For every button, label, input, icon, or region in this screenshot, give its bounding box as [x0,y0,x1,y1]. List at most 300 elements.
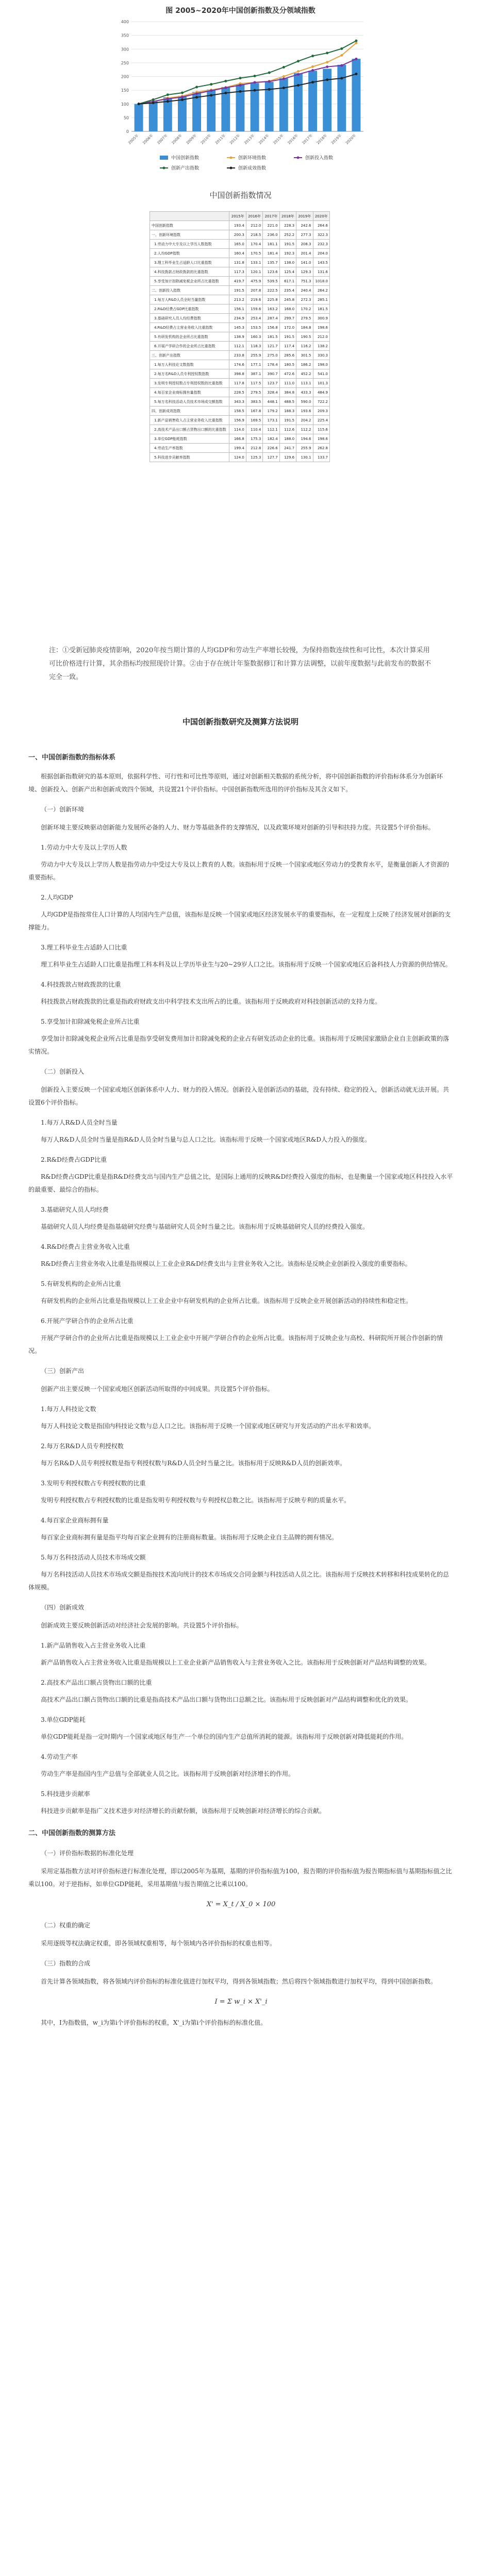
bar [352,59,361,131]
table-cell: 127.7 [263,453,279,462]
table-cell: 124.0 [229,453,246,462]
table-cell: 228.3 [279,221,296,230]
table-cell: 722.2 [313,397,329,406]
table-cell: 117.8 [229,379,246,388]
series-point [138,103,140,105]
table-cell: 188.3 [279,406,296,416]
legend-label: 创新产出指数 [171,166,200,171]
table-row [150,342,330,351]
y-tick-label: 250 [121,60,129,65]
paragraph: 采用定基指数方法对评价指标进行标准化处理，即以2005年为基期，基期的评价指标值为100，报告期的评价指标值为报告期指标值与基期指标值之比乘以100。对于逆指标，如单位GDP能耗，采用基期值与报告期值之比乘以100。 [28,1868,452,1888]
paragraph: 每万名R&D人员专利授权数是指专利授权数与R&D人员全时当量之比。该指标用于反映R&D人员的创新效率。 [41,1460,346,1467]
x-tick-label: 2018年 [316,133,328,145]
table-cell: 120.1 [246,267,262,277]
bar [149,101,158,131]
bar [294,73,303,131]
series-point [283,66,285,69]
table-cell: 617.1 [279,277,296,286]
table-cell: 255.9 [246,351,262,360]
series-point [181,92,184,94]
table-row [150,388,330,397]
table-row [150,369,330,379]
series-point [340,54,343,57]
table-cell: 173.1 [263,416,279,425]
column-header: 2016年 [246,212,262,221]
indicator-heading: 2.R&D经费占GDP比重 [41,1156,107,1163]
table-cell: 287.4 [263,314,279,323]
table-cell: 135.7 [263,258,279,267]
table-cell: 138.9 [229,332,246,342]
index-table-header-row [150,212,330,221]
x-tick-label: 2014年 [258,133,270,145]
table-cell: 232.3 [313,240,329,249]
table-row [150,323,330,332]
table-cell: 330.3 [313,351,329,360]
series-point [224,87,227,89]
table-cell: 123.6 [263,267,279,277]
index-table [150,211,330,462]
series-point [239,84,241,87]
series-point [326,65,328,68]
table-cell: 198.6 [313,434,329,444]
table-cell: 170.2 [296,304,313,314]
table-cell: 225.8 [263,295,279,304]
table-cell: 174.6 [229,360,246,369]
subsection-heading: （二）权重的确定 [41,1922,91,1929]
x-tick-label: 2011年 [214,133,227,145]
table-cell: 198.6 [313,323,329,332]
table-cell: 222.5 [263,286,279,295]
table-cell: 111.0 [279,379,296,388]
x-tick-label: 2020年 [345,133,357,145]
bar [135,104,143,131]
row-label: 6.开展产学研合作的企业所占比重指数 [150,342,229,351]
indicator-heading: 3.基础研究人员人均经费 [41,1206,109,1213]
indicator-heading: 5.每万名科技活动人员技术市场成交额 [41,1554,146,1561]
series-point [297,84,300,87]
table-cell: 156.1 [229,304,246,314]
paragraph: 创新环境主要反映驱动创新能力发展所必备的人力、财力等基础条件的支撑情况，以及政策环境对创新的引导和扶持力度。共设置5个评价指标。 [41,824,435,831]
legend-marker [297,157,300,159]
table-cell: 181.4 [263,249,279,258]
table-cell: 475.9 [246,277,262,286]
table-cell: 277.3 [296,230,313,240]
paragraph: 科技拨款占财政拨款的比重是指政府财政支出中科学技术支出所占的比重。该指标用于反映政府对科技创新活动的支持力度。 [41,998,382,1005]
table-cell: 131.8 [229,258,246,267]
table-cell: 252.2 [279,230,296,240]
indicator-heading: 2.人均GDP [41,894,73,901]
row-label: 4.科技拨款占财政拨款的比重指数 [150,267,229,277]
indicator-heading: 5.有研发机构的企业所占比重 [41,1280,121,1287]
indicator-heading: 1.每万人科技论文数 [41,1405,96,1413]
table-cell: 133.1 [246,258,262,267]
doc-title: 中国创新指数研究及测算方法说明 [182,717,298,726]
table-cell: 218.5 [246,230,262,240]
table-cell: 199.4 [229,444,246,453]
table-cell: 285.1 [313,295,329,304]
table-cell: 160.3 [246,332,262,342]
table-cell: 590.0 [296,397,313,406]
series-point [195,92,198,95]
table-cell: 272.3 [296,295,313,304]
series-point [311,55,314,57]
series-point [167,100,169,103]
table-row [150,379,330,388]
row-label: 4.R&D经费占主营业务收入比重指数 [150,323,229,332]
table-cell: 130.1 [296,453,313,462]
paragraph: 每万人R&D人员全时当量是指R&D人员全时当量与总人口之比。该指标用于反映一个国家或地区R&D人力投入的强度。 [41,1136,371,1143]
paragraph: 创新投入主要反映一个国家或地区创新体系中人力、财力的投入情况。创新投入是创新活动的基础，没有持续、稳定的投入，创新活动就无法开展。共设置6个评价指标。 [28,1086,450,1106]
table-cell: 181.1 [263,240,279,249]
formula: X' = X_t / X_0 × 100 [206,1901,276,1908]
table-cell: 194.6 [296,434,313,444]
legend-label: 创新成效指数 [238,166,267,171]
y-tick-label: 350 [121,33,129,38]
table-cell: 219.6 [246,295,262,304]
table-row [150,258,330,267]
row-label: 2.每万名R&D人员专利授权数指数 [150,369,229,379]
series-point [268,88,271,91]
table-cell: 129.3 [296,267,313,277]
x-tick-label: 2019年 [330,133,343,145]
table-cell: 343.3 [229,397,246,406]
figure-title: 图 2005~2020年中国创新指数及分领域指数 [165,7,316,15]
table-cell: 117.5 [246,379,262,388]
table-cell: 158.5 [229,406,246,416]
table-cell: 208.3 [296,240,313,249]
table-cell: 186.2 [296,360,313,369]
series-point [210,89,212,92]
x-tick-label: 2009年 [185,133,197,145]
table-cell: 116.2 [296,342,313,351]
table-cell: 264.2 [313,286,329,295]
table-cell: 178.4 [263,360,279,369]
x-tick-label: 2013年 [243,133,256,145]
table-row [150,416,330,425]
series-point [297,60,300,62]
subsection-heading: （一）评价指标数据的标准化处理 [41,1850,134,1857]
table-row [150,249,330,258]
indicator-heading: 3.单位GDP能耗 [41,1716,86,1723]
series-point [297,73,300,76]
row-label: 1.每万人科技论文数指数 [150,360,229,369]
bar [323,69,331,131]
paragraph: 新产品销售收入占主营业务收入比重是指规模以上工业企业新产品销售收入与主营业务收入之比。该指标用于反映创新对产品结构调整的效果。 [41,1659,431,1666]
table-cell: 209.3 [313,406,329,416]
indicator-heading: 1.劳动力中大专及以上学历人数 [41,844,127,851]
series-point [254,89,256,92]
table-cell: 299.7 [279,314,296,323]
table-cell: 279.5 [246,388,262,397]
table-cell: 169.5 [246,416,262,425]
indicator-heading: 3.理工科毕业生占适龄人口比重 [41,944,127,951]
paragraph: 每百家企业商标拥有量是指平均每百家企业拥有的注册商标数量。该指标用于反映企业自主品牌的拥有情况。 [41,1534,338,1541]
series-point [283,78,285,80]
paragraph: 高技术产品出口额占货物出口额的比重是指高技术产品出口额与货物出口总额之比。该指标用于反映创新对产品结构调整和优化的效果。 [41,1696,412,1703]
table-cell: 180.5 [279,360,296,369]
table-cell: 226.6 [263,444,279,453]
series-point [254,75,256,77]
table-cell: 175.3 [246,434,262,444]
paragraph: 首先计算各领域指数，将各领域内评价指标的标准化值进行加权平均，得到各领域指数；然后将四个领域指数进行加权平均，得到中国创新指数。 [41,1978,437,1985]
series-point [283,75,285,78]
series-point [210,94,212,97]
table-cell: 472.6 [279,369,296,379]
row-label: 5.科技进步贡献率指数 [150,453,229,462]
series-point [254,81,256,83]
indicator-heading: 2.高技术产品出口额占货物出口额的比重 [41,1679,152,1686]
table-cell: 123.7 [263,379,279,388]
indicator-heading: 5.享受加计扣除减免税企业所占比重 [41,1018,140,1025]
legend-marker [163,167,165,170]
table-row [150,314,330,323]
table-cell: 156.8 [263,323,279,332]
row-label: 5.有研发机构的企业所占比重指数 [150,332,229,342]
table-cell: 112.1 [229,342,246,351]
table-cell: 145.3 [229,323,246,332]
series-point [355,58,357,60]
series-point [355,42,357,44]
table-cell: 170.4 [246,240,262,249]
row-label: 5.每万名科技活动人员技术市场成交额指数 [150,397,229,406]
table-cell: 452.2 [296,369,313,379]
indicator-heading: 2.每万名R&D人员专利授权数 [41,1443,124,1450]
series-point [224,80,227,82]
series-point [239,90,241,93]
table-row [150,434,330,444]
table-cell: 387.1 [246,369,262,379]
table-cell: 156.9 [229,416,246,425]
table-cell: 168.0 [279,304,296,314]
y-tick-label: 0 [126,129,129,134]
paragraph: 科技进步贡献率是指广义技术进步对经济增长的贡献份额，该指标用于反映创新对经济增长的综合贡献。 [41,1807,326,1815]
table-cell: 255.9 [296,444,313,453]
paragraph: 发明专利授权数占专利授权数的比重是指发明专利授权数与专利授权总数之比。该指标用于反映专利的质量水平。 [41,1497,351,1504]
table-cell: 751.3 [296,277,313,286]
table-cell: 200.3 [229,230,246,240]
indicator-heading: 4.每百家企业商标拥有量 [41,1517,109,1524]
table-cell: 419.7 [229,277,246,286]
y-tick-label: 50 [123,115,129,121]
column-header: 2020年 [313,212,329,221]
series-point [311,65,314,68]
table-cell: 191.5 [279,332,296,342]
table-cell: 160.4 [229,249,246,258]
series-point [326,61,328,63]
table-row [150,406,330,416]
table-row [150,444,330,453]
legend-label: 中国创新指数 [171,156,200,161]
row-label: 3.理工科毕业生占适龄人口比重指数 [150,258,229,267]
series-point [340,64,343,66]
table-cell: 328.4 [263,388,279,397]
table-cell: 390.7 [263,369,279,379]
bar [308,71,317,131]
series-point [181,98,184,101]
paragraph: 劳动生产率是指国内生产总值与全部就业人员之比。该指标用于反映创新对经济增长的作用。 [41,1770,295,1777]
table-cell: 179.2 [263,406,279,416]
section-heading: 一、中国创新指数的指标体系 [28,754,116,761]
legend-label: 创新环境指数 [238,156,267,161]
table-cell: 153.5 [246,323,262,332]
x-tick-label: 2017年 [301,133,313,145]
x-tick-label: 2010年 [200,133,212,145]
legend-swatch [160,156,168,160]
table-cell: 221.0 [263,221,279,230]
table-cell: 191.5 [279,240,296,249]
table-cell: 184.8 [296,323,313,332]
legend-marker [230,167,233,170]
column-header: 2018年 [279,212,296,221]
x-tick-label: 2006年 [142,133,154,145]
row-label: 四、创新成效指数 [150,406,229,416]
paragraph: 每万人科技论文数是指国内科技论文数与总人口之比。该指标用于反映一个国家或地区研究与开发活动的产出水平和效率。 [41,1422,375,1430]
paragraph: 单位GDP能耗是指一定时期内一个国家或地区每生产一个单位的国内生产总值所消耗的能源。该指标用于反映创新对降低能耗的作用。 [41,1733,408,1740]
table-cell: 279.5 [296,314,313,323]
table-cell: 118.3 [246,342,262,351]
table-cell: 166.8 [229,434,246,444]
table-row [150,221,330,230]
table-cell: 225.4 [313,416,329,425]
indicator-heading: 4.劳动生产率 [41,1753,78,1760]
table-row [150,425,330,434]
subsection-heading: （四）创新成效 [41,1604,85,1611]
table-cell: 484.9 [313,388,329,397]
table-row [150,240,330,249]
table-cell: 212.0 [246,221,262,230]
method-document [28,742,454,2037]
table-cell: 133.7 [313,453,329,462]
table-cell: 125.4 [279,267,296,277]
table-cell: 177.1 [246,360,262,369]
table-cell: 488.5 [279,397,296,406]
table-row [150,295,330,304]
table-cell: 192.3 [279,249,296,258]
series-point [167,93,169,96]
paragraph: 创新成效主要反映创新活动对经济社会发展的影响。共设置5个评价指标。 [41,1622,243,1629]
row-label: 4.每百家企业商标拥有量指数 [150,388,229,397]
table-cell: 383.5 [246,397,262,406]
table-cell: 264.6 [313,221,329,230]
formula: I = Σ w_i × X'_i [214,1998,268,2006]
indicator-heading: 4.科技拨款占财政拨款的比重 [41,981,121,988]
series-point [326,78,328,81]
table-cell: 141.0 [296,258,313,267]
row-label: 三、创新产出指数 [150,351,229,360]
table-cell: 172.0 [279,323,296,332]
series-point [297,70,300,73]
table-cell: 233.8 [229,351,246,360]
series-point [239,77,241,79]
table-cell: 114.0 [229,425,246,434]
row-label: 二、创新投入指数 [150,286,229,295]
table-cell: 163.2 [263,304,279,314]
table-cell: 112.2 [296,425,313,434]
table-cell: 213.2 [229,295,246,304]
table-cell: 253.4 [246,314,262,323]
table-cell: 112.6 [279,425,296,434]
table-cell: 167.8 [246,406,262,416]
table-cell: 245.8 [279,295,296,304]
legend-marker [230,157,233,159]
x-tick-label: 2005年 [127,133,140,145]
table-cell: 125.3 [246,453,262,462]
table-cell: 188.0 [279,434,296,444]
paragraph: 理工科毕业生占适龄人口比重是指理工科本科及以上学历毕业生与20~29岁人口之比。该指标用于反映一个国家或地区后备科技人力资源的供给情况。 [41,961,452,968]
indicator-heading: 6.开展产学研合作的企业所占比重 [41,1317,134,1325]
paragraph: 开展产学研合作的企业所占比重是指规模以上工业企业中开展产学研合作的企业所占比重。该指标用于反映企业与高校、科研院所开展合作创新的情况。 [28,1334,443,1354]
table-cell: 204.0 [313,249,329,258]
table-cell: 131.6 [313,267,329,277]
table-cell: 301.5 [296,351,313,360]
table-cell: 285.6 [279,351,296,360]
paragraph: R&D经费占GDP比重是指R&D经费支出与国内生产总值之比，是国际上通用的反映R&D经费投入强度的指标，也是衡量一个国家或地区科技投入水平的最重要、最综合的指标。 [28,1173,453,1193]
table-cell: 190.5 [296,332,313,342]
table-cell: 117.4 [279,342,296,351]
table-note: 注：①受新冠肺炎疫情影响，2020年按当期计算的人均GDP和劳动生产率增长较慢，为保持指数连续性和可比性，本次计算采用可比价格进行计算，其余指标均按照现价计算。②由于存在统计年鉴数据修订和计算方法调整，以前年度数据与此前发布的数据不完全一致。 [49,647,432,681]
series-point [311,69,314,72]
table-cell: 242.6 [296,221,313,230]
table-row [150,332,330,342]
indicator-heading: 4.R&D经费占主营业务收入比重 [41,1243,130,1250]
table-cell: 181.5 [263,332,279,342]
x-tick-label: 2015年 [272,133,285,145]
table-cell: 241.7 [279,444,296,453]
table-cell: 448.1 [263,397,279,406]
row-label: 3.发明专利授权数占专利授权数的比重指数 [150,379,229,388]
table-row [150,267,330,277]
table-cell: 165.0 [229,240,246,249]
table-cell: 275.0 [263,351,279,360]
section-heading: 二、中国创新指数的测算方法 [28,1829,116,1837]
paragraph: 每万名科技活动人员技术市场成交额是指按技术流向统计的技术市场成交合同金额与科技活动人员之比。该指标用于反映技术转移和科技成果转化的总体规模。 [28,1571,450,1591]
indicator-heading: 3.发明专利授权数占专利授权数的比重 [41,1480,146,1487]
table-cell: 181.5 [313,304,329,314]
table-cell: 191.5 [229,286,246,295]
paragraph: 基础研究人员人均经费是指基础研究经费与基础研究人员全时当量之比。该指标用于反映基础研究人员的经费投入强度。 [41,1223,369,1230]
y-tick-label: 400 [121,20,129,24]
table-cell: 159.6 [246,304,262,314]
x-tick-label: 2012年 [229,133,241,145]
table-cell: 129.6 [279,453,296,462]
table-row [150,277,330,286]
subsection-heading: （一）创新环境 [41,806,85,813]
y-tick-label: 150 [121,88,129,93]
row-label: 2.R&D经费占GDP比重指数 [150,304,229,314]
y-tick-label: 100 [121,101,129,107]
table-cell: 207.8 [246,286,262,295]
table-cell: 193.6 [296,406,313,416]
row-label: 中国创新指数 [150,221,229,230]
table-cell: 1018.0 [313,277,329,286]
table-cell: 541.0 [313,369,329,379]
series-point [283,87,285,89]
indicator-heading: 1.每万人R&D人员全时当量 [41,1119,118,1126]
indicator-heading: 5.科技进步贡献率 [41,1790,90,1798]
innovation-index-chart [111,15,369,185]
series-point [355,73,357,75]
table-cell: 539.5 [263,277,279,286]
table-cell: 262.8 [313,444,329,453]
subsection-heading: （三）创新产出 [41,1367,85,1375]
bar [337,65,346,131]
table-cell: 398.8 [229,369,246,379]
column-header: 2019年 [296,212,313,221]
series-point [326,52,328,54]
series-point [224,92,227,94]
table-cell: 138.2 [313,342,329,351]
x-tick-label: 2007年 [156,133,169,145]
